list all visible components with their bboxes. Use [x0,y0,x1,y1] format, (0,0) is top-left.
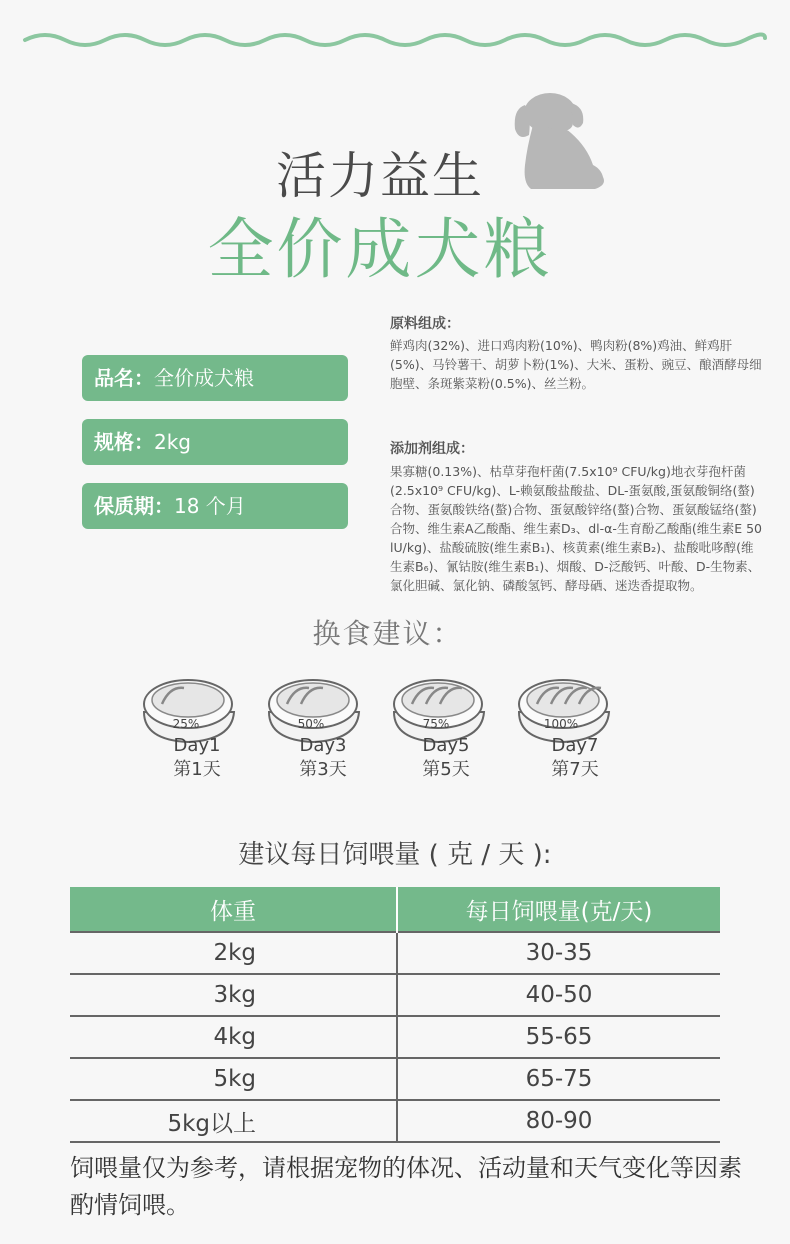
table-row [70,1016,720,1058]
table-row [70,974,720,1016]
day-label [157,734,237,782]
spec-size [82,419,348,465]
bowl-percent-label: 100% [543,717,579,731]
switch-plan-title: 换食建议： [312,617,463,650]
day-label-en: Day7 [551,735,599,756]
weight-cell: 5kg以上 [70,1100,397,1142]
day-label-en: Day1 [173,735,221,756]
amount-cell: 65-75 [397,1058,720,1100]
feeding-table [70,887,720,1143]
product-name-title: 全价成犬粮 [207,211,553,288]
spec-label: 品名： [94,366,154,390]
table-row [70,1058,720,1100]
amount-cell: 40-50 [397,974,720,1016]
spec-shelf-life [82,483,348,529]
amount-cell: 80-90 [397,1100,720,1142]
additives-text: 果寡糖(0.13%)、枯草芽孢杆菌(7.5x10⁹ CFU/kg)地衣芽孢杆菌(2.5x10⁹ CFU/kg)、L-赖氨酸盐酸盐、DL-蛋氨酸,蛋氨酸铜络(螯)合物、蛋氨酸铁络(螯)合物、蛋氨酸锌络(螯)合物、蛋氨酸锰络(螯)合物、维生素A乙酸酯、维生素D₃、dl-α-生育酚乙酸酯(维生素E 50 lU/kg)、盐酸硫胺(维生素B₁)、核黄素(维生素B₂)、盐酸吡哆醇(维生素B₆)、氰钴胺(维生素B₁)、烟酸、D-泛酸钙、叶酸、D-生物素、氯化胆碱、氯化钠、磷酸氢钙、酵母硒、迷迭香提取物。 [390,464,763,593]
weight-cell: 4kg [70,1016,397,1058]
feeding-note: 饲喂量仅为参考，请根据宠物的体况、活动量和天气变化等因素酌情饲喂。 [70,1154,742,1219]
day-label-cn: 第1天 [173,759,221,780]
column-header-weight: 体重 [70,887,397,932]
table-row [70,932,720,974]
spec-value: 18 个月 [174,494,246,518]
weight-cell: 3kg [70,974,397,1016]
spec-value: 2kg [154,430,192,454]
day-label-en: Day5 [422,735,470,756]
bowl-percent-label: 50% [297,717,325,731]
spec-label: 规格： [94,430,154,454]
day-label-en: Day3 [299,735,347,756]
product-series-title: 活力益生 [276,147,484,205]
ingredients-heading: 原料组成： [390,316,460,332]
bowl-percent-label: 25% [172,717,200,731]
wave-divider [0,18,790,58]
column-header-amount: 每日饲喂量(克/天) [397,887,720,932]
ingredients-text: 鲜鸡肉(32%)、进口鸡肉粉(10%)、鸭肉粉(8%)鸡油、鲜鸡肝(5%)、马铃薯干、胡萝卜粉(1%)、大米、蛋粉、豌豆、酿酒酵母细胞壁、条斑紫菜粉(0.5%)、丝兰粉。 [390,338,762,391]
day-label-cn: 第3天 [299,759,347,780]
table-row [70,1100,720,1142]
spec-product-name [82,355,348,401]
amount-cell: 30-35 [397,932,720,974]
spec-label: 保质期： [94,494,174,518]
weight-cell: 5kg [70,1058,397,1100]
additives-heading: 添加剂组成： [390,441,474,457]
day-label [535,734,615,782]
spec-value: 全价成犬粮 [154,366,254,390]
day-label [406,734,486,782]
feeding-title: 建议每日饲喂量 ( 克 / 天 ): [238,840,552,870]
amount-cell: 55-65 [397,1016,720,1058]
bowl-percent-label: 75% [422,717,450,731]
day-label [283,734,363,782]
day-label-cn: 第7天 [551,759,599,780]
weight-cell: 2kg [70,932,397,974]
day-label-cn: 第5天 [422,759,470,780]
